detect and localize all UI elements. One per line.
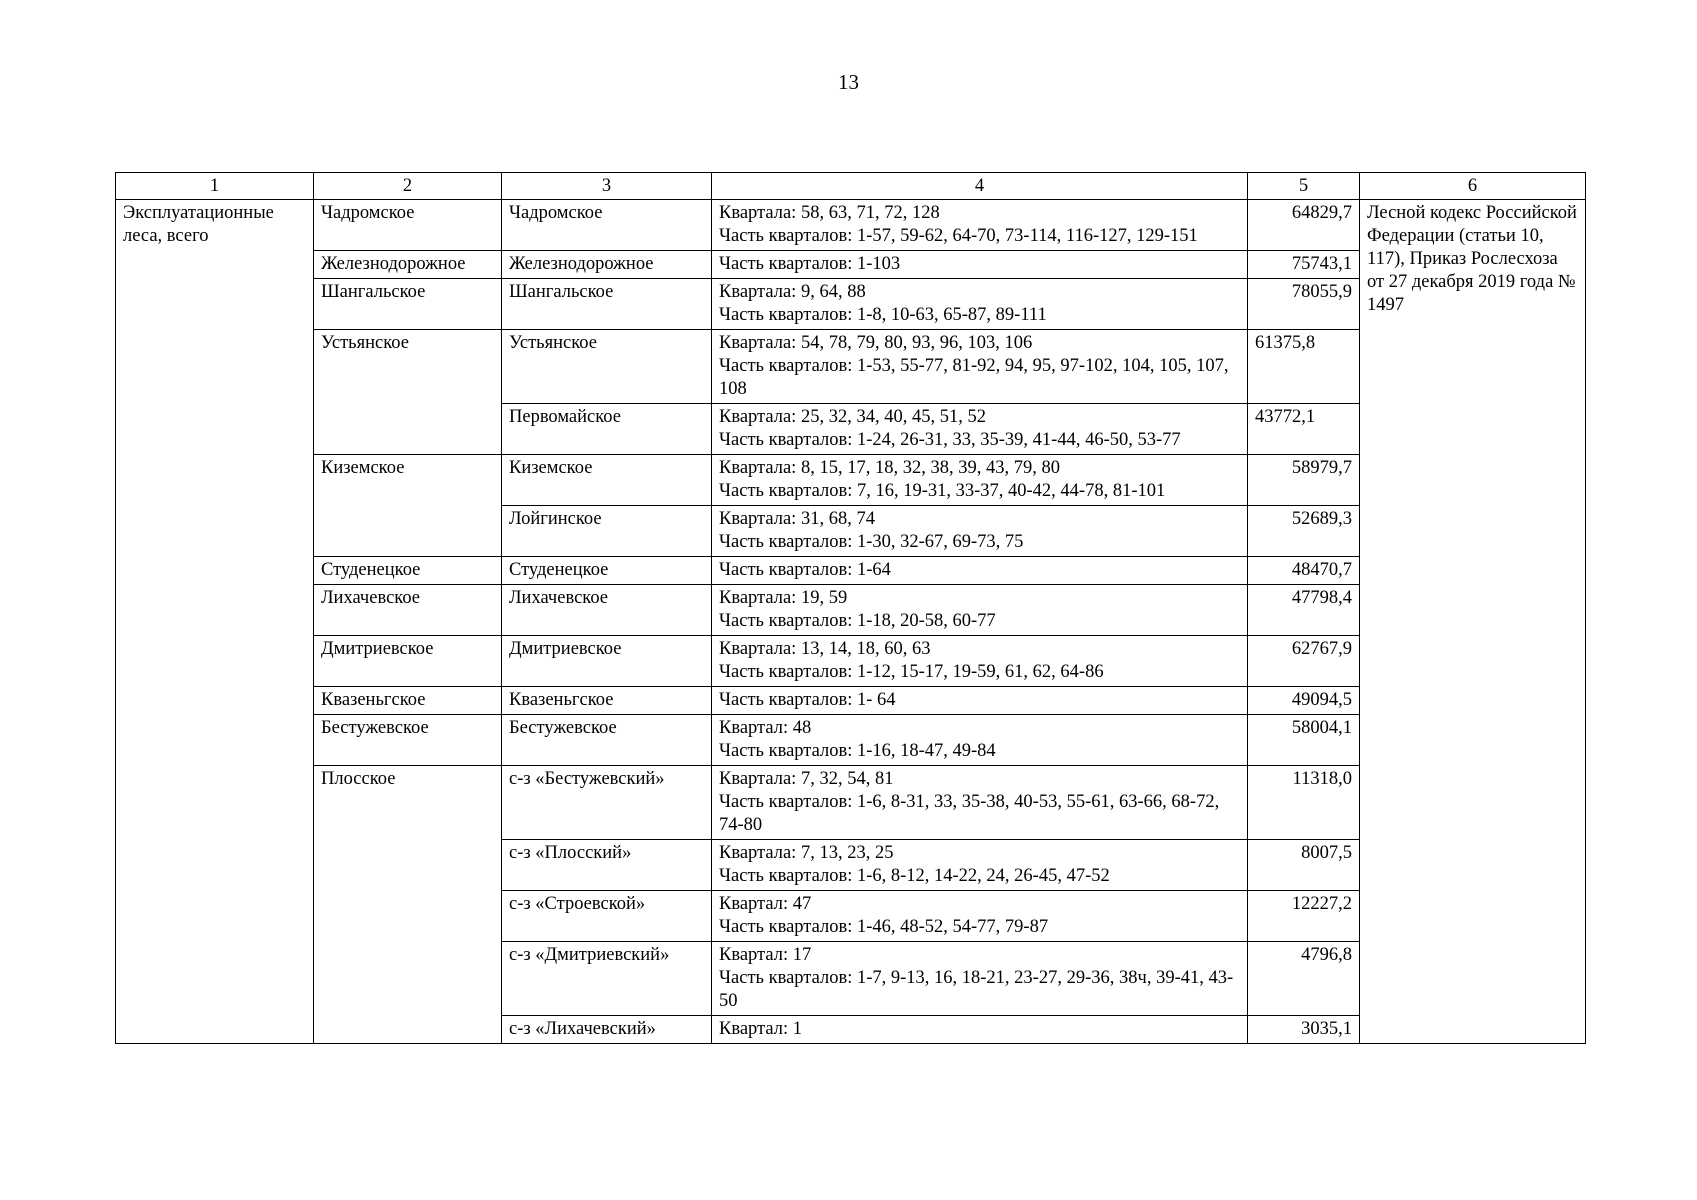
area-cell: 58979,7 (1248, 455, 1360, 506)
quarters-line: Квартал: 47 (719, 894, 812, 914)
quarters-line: Квартала: 13, 14, 18, 60, 63 (719, 639, 931, 659)
area-cell: 3035,1 (1248, 1016, 1360, 1044)
forest-zones-table (115, 172, 1586, 1044)
quarters-line: Часть кварталов: 1-30, 32-67, 69-73, 75 (719, 532, 1024, 552)
area-cell: 61375,8 (1248, 330, 1360, 404)
legal-basis-cell: Лесной кодекс Российской Федерации (статьи 10, 117), Приказ Рослесхоза от 27 декабря 2019 года № 1497 (1360, 200, 1586, 1044)
quarters-cell (712, 404, 1248, 455)
forestry-cell: Квазеньгское (314, 687, 502, 715)
quarters-line: Часть кварталов: 1-18, 20-58, 60-77 (719, 611, 996, 631)
quarters-line: Часть кварталов: 1-46, 48-52, 54-77, 79-87 (719, 917, 1049, 937)
quarters-line: Часть кварталов: 1-12, 15-17, 19-59, 61, 62, 64-86 (719, 662, 1104, 682)
quarters-cell (712, 942, 1248, 1016)
page-number: 13 (838, 70, 859, 94)
area-cell: 52689,3 (1248, 506, 1360, 557)
district-cell: с-з «Бестужевский» (502, 766, 712, 840)
area-cell: 78055,9 (1248, 279, 1360, 330)
district-cell: Лойгинское (502, 506, 712, 557)
category-cell: Эксплуатационные леса, всего (116, 200, 314, 1044)
quarters-cell (712, 766, 1248, 840)
area-cell: 8007,5 (1248, 840, 1360, 891)
quarters-cell (712, 251, 1248, 279)
district-cell: Железнодорожное (502, 251, 712, 279)
quarters-line: Часть кварталов: 1-7, 9-13, 16, 18-21, 23-27, 29-36, 38ч, 39-41, 43-50 (719, 968, 1234, 1011)
quarters-line: Квартал: 48 (719, 718, 812, 738)
forestry-cell: Киземское (314, 455, 502, 557)
quarters-line: Часть кварталов: 1-64 (719, 560, 891, 580)
area-cell: 43772,1 (1248, 404, 1360, 455)
district-cell: Квазеньгское (502, 687, 712, 715)
forestry-cell: Чадромское (314, 200, 502, 251)
forestry-cell: Железнодорожное (314, 251, 502, 279)
district-cell: с-з «Строевской» (502, 891, 712, 942)
quarters-line: Квартала: 19, 59 (719, 588, 848, 608)
quarters-line: Квартала: 9, 64, 88 (719, 282, 866, 302)
quarters-cell (712, 330, 1248, 404)
forestry-cell: Бестужевское (314, 715, 502, 766)
district-cell: Устьянское (502, 330, 712, 404)
district-cell: с-з «Плосский» (502, 840, 712, 891)
district-cell: Дмитриевское (502, 636, 712, 687)
quarters-cell (712, 715, 1248, 766)
quarters-line: Квартала: 58, 63, 71, 72, 128 (719, 203, 940, 223)
district-cell: Киземское (502, 455, 712, 506)
quarters-line: Часть кварталов: 1- 64 (719, 690, 896, 710)
header-col-2: 2 (314, 173, 502, 200)
quarters-cell (712, 687, 1248, 715)
area-cell: 4796,8 (1248, 942, 1360, 1016)
header-row (116, 173, 1586, 200)
forestry-cell: Студенецкое (314, 557, 502, 585)
quarters-cell (712, 455, 1248, 506)
quarters-cell (712, 891, 1248, 942)
quarters-line: Часть кварталов: 1-57, 59-62, 64-70, 73-114, 116-127, 129-151 (719, 226, 1198, 246)
quarters-line: Часть кварталов: 7, 16, 19-31, 33-37, 40-42, 44-78, 81-101 (719, 481, 1166, 501)
quarters-cell (712, 840, 1248, 891)
header-col-4: 4 (712, 173, 1248, 200)
header-col-1: 1 (116, 173, 314, 200)
forestry-cell: Устьянское (314, 330, 502, 455)
forestry-cell: Дмитриевское (314, 636, 502, 687)
district-cell: Чадромское (502, 200, 712, 251)
quarters-line: Квартала: 54, 78, 79, 80, 93, 96, 103, 106 (719, 333, 1033, 353)
area-cell: 47798,4 (1248, 585, 1360, 636)
area-cell: 58004,1 (1248, 715, 1360, 766)
quarters-cell (712, 279, 1248, 330)
quarters-line: Часть кварталов: 1-53, 55-77, 81-92, 94, 95, 97-102, 104, 105, 107, 108 (719, 356, 1229, 399)
quarters-line: Квартала: 8, 15, 17, 18, 32, 38, 39, 43, 79, 80 (719, 458, 1060, 478)
quarters-line: Квартал: 17 (719, 945, 812, 965)
district-cell: с-з «Дмитриевский» (502, 942, 712, 1016)
quarters-line: Часть кварталов: 1-8, 10-63, 65-87, 89-111 (719, 305, 1047, 325)
district-cell: Первомайское (502, 404, 712, 455)
quarters-line: Часть кварталов: 1-6, 8-31, 33, 35-38, 40-53, 55-61, 63-66, 68-72, 74-80 (719, 792, 1220, 835)
quarters-line: Квартала: 31, 68, 74 (719, 509, 875, 529)
forestry-cell: Шангальское (314, 279, 502, 330)
area-cell: 49094,5 (1248, 687, 1360, 715)
district-cell: Шангальское (502, 279, 712, 330)
quarters-line: Часть кварталов: 1-24, 26-31, 33, 35-39, 41-44, 46-50, 53-77 (719, 430, 1181, 450)
quarters-line: Квартала: 7, 13, 23, 25 (719, 843, 894, 863)
quarters-line: Квартала: 7, 32, 54, 81 (719, 769, 894, 789)
quarters-cell (712, 1016, 1248, 1044)
area-cell: 75743,1 (1248, 251, 1360, 279)
area-cell: 62767,9 (1248, 636, 1360, 687)
forestry-cell: Плосское (314, 766, 502, 1044)
forestry-cell: Лихачевское (314, 585, 502, 636)
quarters-cell (712, 585, 1248, 636)
area-cell: 12227,2 (1248, 891, 1360, 942)
quarters-cell (712, 557, 1248, 585)
area-cell: 64829,7 (1248, 200, 1360, 251)
header-col-5: 5 (1248, 173, 1360, 200)
district-cell: Бестужевское (502, 715, 712, 766)
quarters-line: Часть кварталов: 1-6, 8-12, 14-22, 24, 26-45, 47-52 (719, 866, 1110, 886)
area-cell: 11318,0 (1248, 766, 1360, 840)
district-cell: с-з «Лихачевский» (502, 1016, 712, 1044)
area-cell: 48470,7 (1248, 557, 1360, 585)
table-row (116, 200, 1586, 251)
header-col-6: 6 (1360, 173, 1586, 200)
quarters-line: Часть кварталов: 1-103 (719, 254, 901, 274)
district-cell: Студенецкое (502, 557, 712, 585)
district-cell: Лихачевское (502, 585, 712, 636)
quarters-line: Квартала: 25, 32, 34, 40, 45, 51, 52 (719, 407, 986, 427)
quarters-line: Квартал: 1 (719, 1019, 802, 1039)
quarters-cell (712, 636, 1248, 687)
quarters-line: Часть кварталов: 1-16, 18-47, 49-84 (719, 741, 996, 761)
quarters-cell (712, 200, 1248, 251)
quarters-cell (712, 506, 1248, 557)
header-col-3: 3 (502, 173, 712, 200)
